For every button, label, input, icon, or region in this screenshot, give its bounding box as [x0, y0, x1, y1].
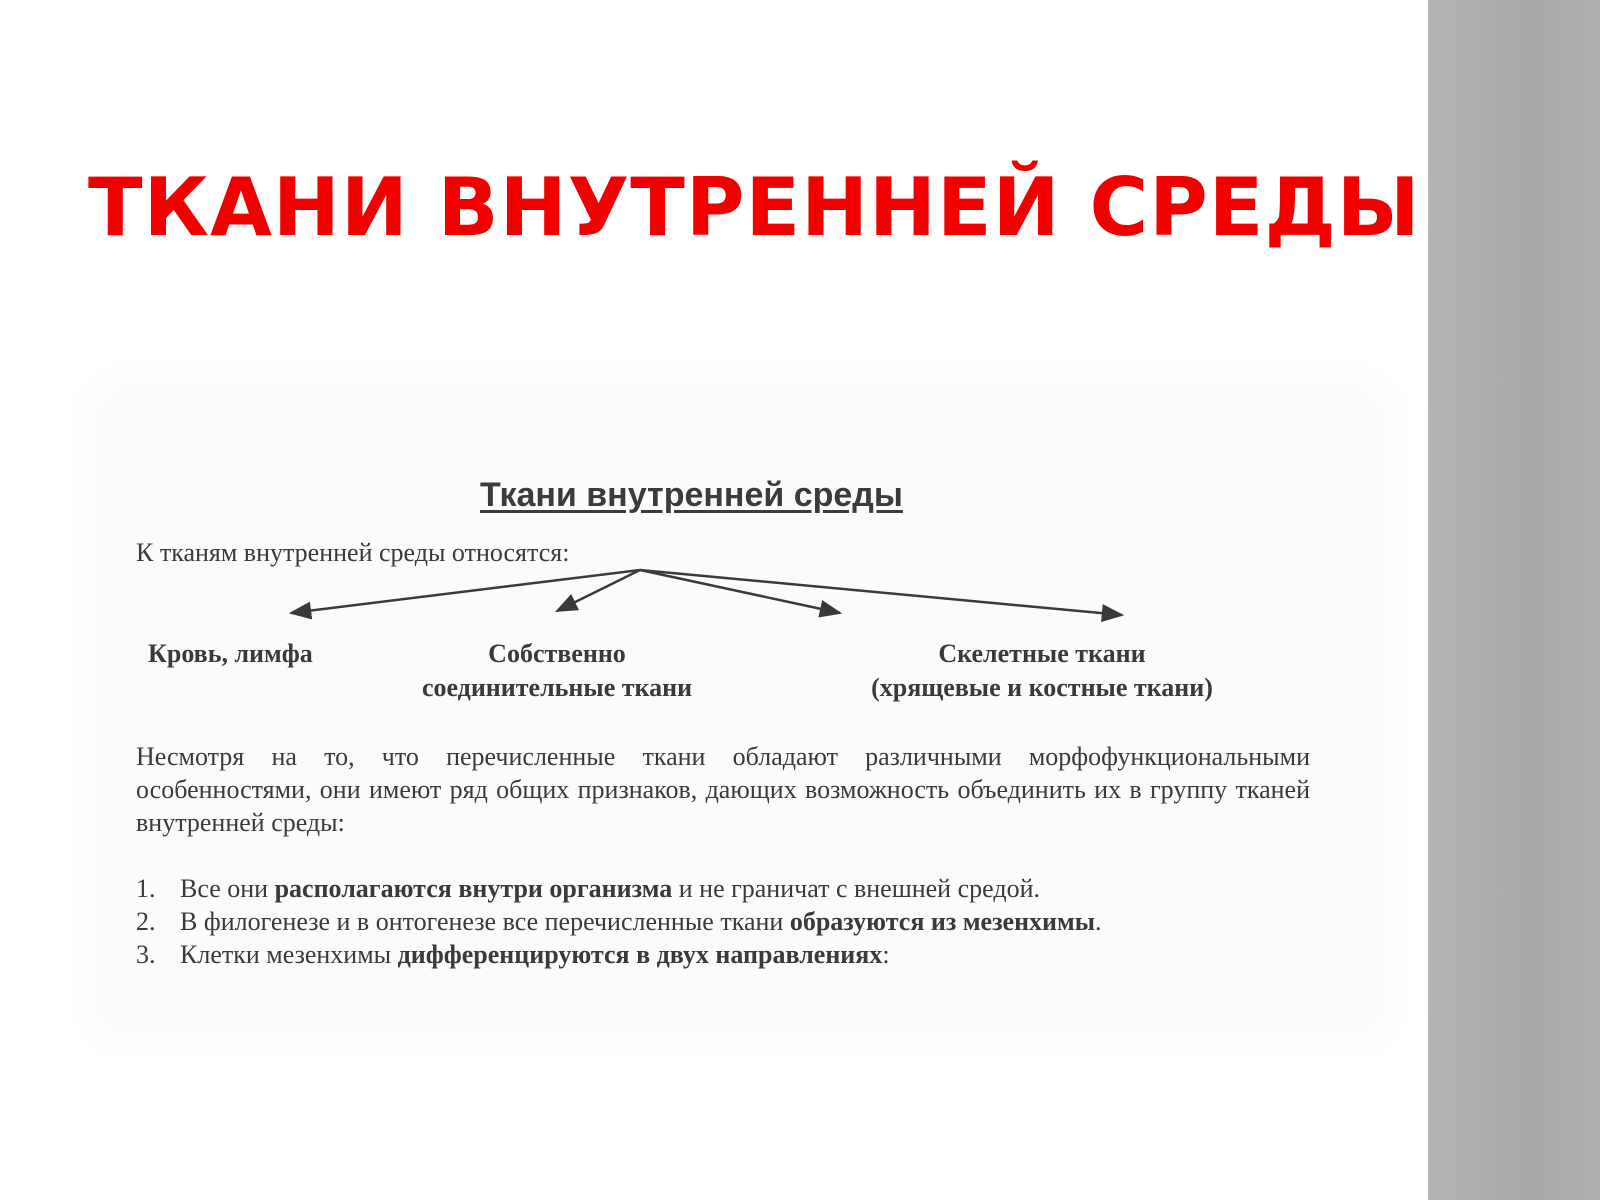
list-item [136, 905, 1102, 938]
branch-line: (хрящевые и костные ткани) [871, 673, 1213, 702]
branch-connective-tissue [402, 637, 712, 705]
scan-heading: Ткани внутренней среды [480, 476, 903, 514]
branch-blood-lymph [148, 637, 313, 671]
list-item [136, 938, 1102, 971]
item-bold-text: дифференцируются в двух направлениях [397, 940, 883, 969]
branch-line: Скелетные ткани [938, 639, 1146, 668]
item-number: 2. [136, 907, 156, 936]
list-item [136, 872, 1102, 905]
item-number: 3. [136, 940, 156, 969]
item-bold-text: располагаются внутри организма [274, 874, 673, 903]
item-text: Клетки мезенхимы [180, 940, 398, 969]
item-text: Все они [180, 874, 275, 903]
slide-title: ТКАНИ ВНУТРЕННЕЙ СРЕДЫ [88, 161, 1421, 254]
features-list [136, 872, 1102, 971]
arrow-to-connective-2 [640, 570, 840, 613]
item-text-end: : [882, 940, 890, 969]
arrow-to-skeletal [640, 570, 1122, 615]
branch-line: соединительные ткани [421, 673, 693, 702]
item-text-end: . [1095, 907, 1102, 936]
item-text-end: и не граничат с внешней средой. [672, 874, 1040, 903]
description-paragraph: Несмотря на то, что перечисленные ткани обладают различными морфофункциональными особенностями, они имеют ряд общих признаков, дающих возможность объединить их в группу тканей внутренней среды: [136, 742, 1310, 837]
item-number: 1. [136, 874, 156, 903]
branch-skeletal-tissue [842, 637, 1242, 705]
item-text: В филогенезе и в онтогенезе все перечисленные ткани [180, 907, 790, 936]
arrow-to-blood [291, 570, 640, 613]
branch-line: Кровь, лимфа [148, 639, 313, 668]
item-bold-text: образуются из мезенхимы [789, 907, 1096, 936]
branch-line: Собственно [488, 639, 626, 668]
intro-line: К тканям внутренней среды относятся: [136, 538, 570, 567]
